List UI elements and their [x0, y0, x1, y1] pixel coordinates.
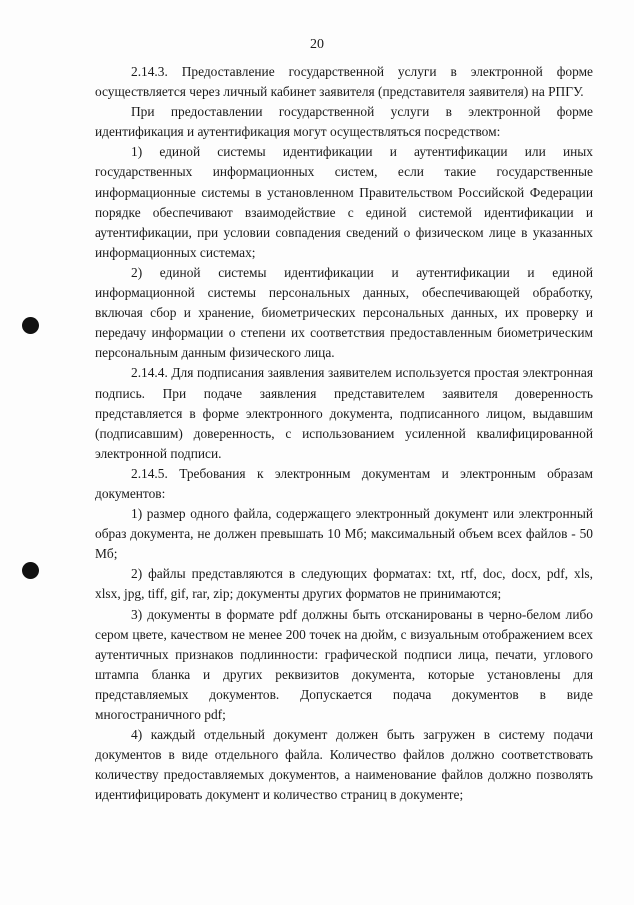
paragraph-2-14-5: 2.14.5. Требования к электронным документам и электронным образам документов:	[95, 465, 593, 501]
paragraph-requirement-1: 1) размер одного файла, содержащего электронный документ или электронный образ документа, не должен превышать 10 Мб; максимальный объем всех файлов - 50 Мб;	[95, 506, 593, 562]
punch-hole-mark	[22, 562, 39, 579]
paragraph-requirement-3: 3) документы в формате pdf должны быть отсканированы в черно-белом либо сером цвете, качеством не менее 200 точек на дюйм, с визуальным отображением всех аутентичных признаков подлинности: графической подписи лица, печати, углового штампа бланка и других реквизитов документа, которые установлены для представляемых документов. Допускается подача документов в виде многостраничного pdf;	[95, 606, 593, 722]
punch-hole-mark	[22, 317, 39, 334]
paragraph-requirement-4: 4) каждый отдельный документ должен быть загружен в систему подачи документов в виде отдельного файла. Количество файлов должно соответствовать количеству предоставляемых документов, а наименование файлов должно позволять идентифицировать документ и количество страниц в документе;	[95, 727, 593, 803]
document-body	[95, 62, 593, 805]
paragraph-2-14-3: 2.14.3. Предоставление государственной услуги в электронной форме осуществляется через личный кабинет заявителя (представителя заявителя) на РПГУ.	[95, 64, 593, 100]
paragraph-requirement-2: 2) файлы представляются в следующих форматах: txt, rtf, doc, docx, pdf, xls, xlsx, jpg, tiff, gif, rar, zip; документы других форматов не принимаются;	[95, 566, 593, 602]
paragraph-item-2: 2) единой системы идентификации и аутентификации и единой информационной системы персональных данных, обеспечивающей обработку, включая сбор и хранение, биометрических персональных данных, их проверку и передачу информации о степени их соответствия предоставленным биометрическим персональным данным физического лица.	[95, 264, 593, 361]
paragraph-identification: При предоставлении государственной услуги в электронной форме идентификация и аутентификация могут осуществляться посредством:	[95, 104, 593, 140]
page-number: 20	[310, 37, 324, 52]
paragraph-2-14-4: 2.14.4. Для подписания заявления заявителем используется простая электронная подпись. При подаче заявления представителем заявителя доверенность представляется в форме электронного документа, подписанного лицом, выдавшим (подписавшим) доверенность, с использованием усиленной квалифицированной электронной подписи.	[95, 365, 593, 461]
paragraph-item-1: 1) единой системы идентификации и аутентификации или иных государственных информационных систем, если такие государственные информационные системы в установленном Правительством Российской Федерации порядке обеспечивают взаимодействие с единой системой идентификации и аутентификации, при условии совпадения сведений о физическом лице в указанных информационных системах;	[95, 144, 593, 260]
